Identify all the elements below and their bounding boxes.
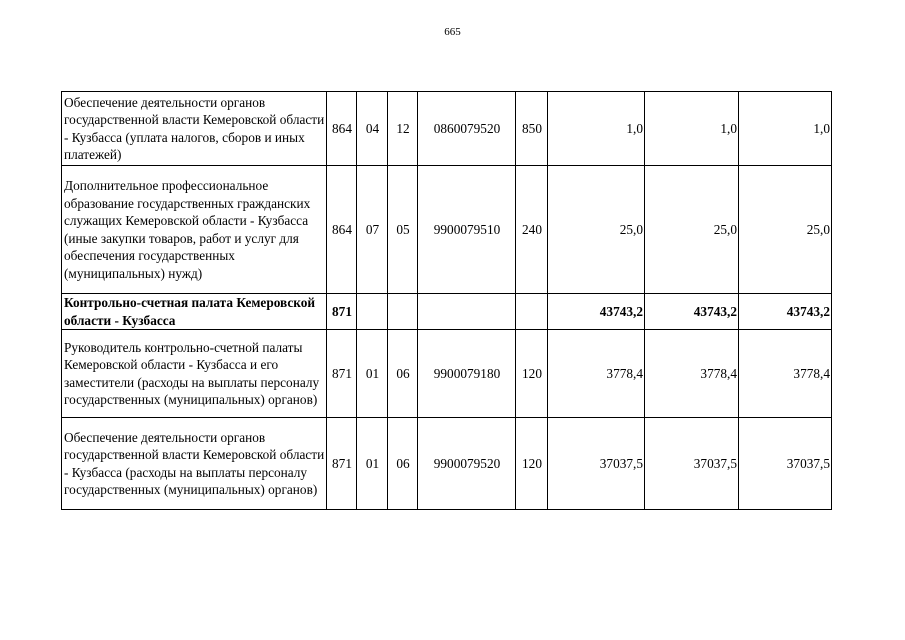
ved-cell: 871	[327, 330, 357, 418]
page-number: 665	[444, 26, 461, 38]
ved-cell: 871	[327, 418, 357, 510]
row-name-cell: Контрольно-счетная палата Кемеровской области - Кузбасса	[62, 294, 327, 330]
table-row	[62, 92, 832, 166]
ved-cell: 871	[327, 294, 357, 330]
csr-cell	[418, 294, 516, 330]
value-cell-1: 3778,4	[548, 330, 645, 418]
csr-cell: 9900079520	[418, 418, 516, 510]
rz-cell: 07	[357, 166, 388, 294]
vr-cell: 120	[516, 330, 548, 418]
vr-cell: 120	[516, 418, 548, 510]
value-cell-3: 1,0	[739, 92, 832, 166]
rz-cell	[357, 294, 388, 330]
value-cell-2: 37037,5	[645, 418, 739, 510]
value-cell-1: 25,0	[548, 166, 645, 294]
table-row-section-header	[62, 294, 832, 330]
csr-cell: 0860079520	[418, 92, 516, 166]
rz-cell: 01	[357, 330, 388, 418]
value-cell-3: 25,0	[739, 166, 832, 294]
csr-cell: 9900079180	[418, 330, 516, 418]
row-name-cell: Обеспечение деятельности органов государственной власти Кемеровской области - Кузбасса (уплата налогов, сборов и иных платежей)	[62, 92, 327, 166]
ved-cell: 864	[327, 166, 357, 294]
csr-cell: 9900079510	[418, 166, 516, 294]
vr-cell: 850	[516, 92, 548, 166]
pr-cell: 12	[388, 92, 418, 166]
pr-cell: 05	[388, 166, 418, 294]
vr-cell: 240	[516, 166, 548, 294]
value-cell-1: 1,0	[548, 92, 645, 166]
value-cell-2: 3778,4	[645, 330, 739, 418]
ved-cell: 864	[327, 92, 357, 166]
rz-cell: 04	[357, 92, 388, 166]
pr-cell	[388, 294, 418, 330]
row-name-cell: Обеспечение деятельности органов государственной власти Кемеровской области - Кузбасса (расходы на выплаты персоналу государственных (муниципальных) органов)	[62, 418, 327, 510]
budget-table	[61, 91, 832, 510]
row-name-cell: Дополнительное профессиональное образование государственных гражданских служащих Кемеровской области - Кузбасса (иные закупки товаров, работ и услуг для обеспечения государственных (муниципальных) нужд)	[62, 166, 327, 294]
value-cell-2: 43743,2	[645, 294, 739, 330]
value-cell-1: 43743,2	[548, 294, 645, 330]
value-cell-3: 3778,4	[739, 330, 832, 418]
pr-cell: 06	[388, 330, 418, 418]
row-name-cell: Руководитель контрольно-счетной палаты Кемеровской области - Кузбасса и его заместители (расходы на выплаты персоналу государственных (муниципальных) органов)	[62, 330, 327, 418]
value-cell-3: 37037,5	[739, 418, 832, 510]
value-cell-2: 25,0	[645, 166, 739, 294]
table-row	[62, 418, 832, 510]
value-cell-2: 1,0	[645, 92, 739, 166]
pr-cell: 06	[388, 418, 418, 510]
table-row	[62, 330, 832, 418]
value-cell-1: 37037,5	[548, 418, 645, 510]
value-cell-3: 43743,2	[739, 294, 832, 330]
table-row	[62, 166, 832, 294]
rz-cell: 01	[357, 418, 388, 510]
vr-cell	[516, 294, 548, 330]
